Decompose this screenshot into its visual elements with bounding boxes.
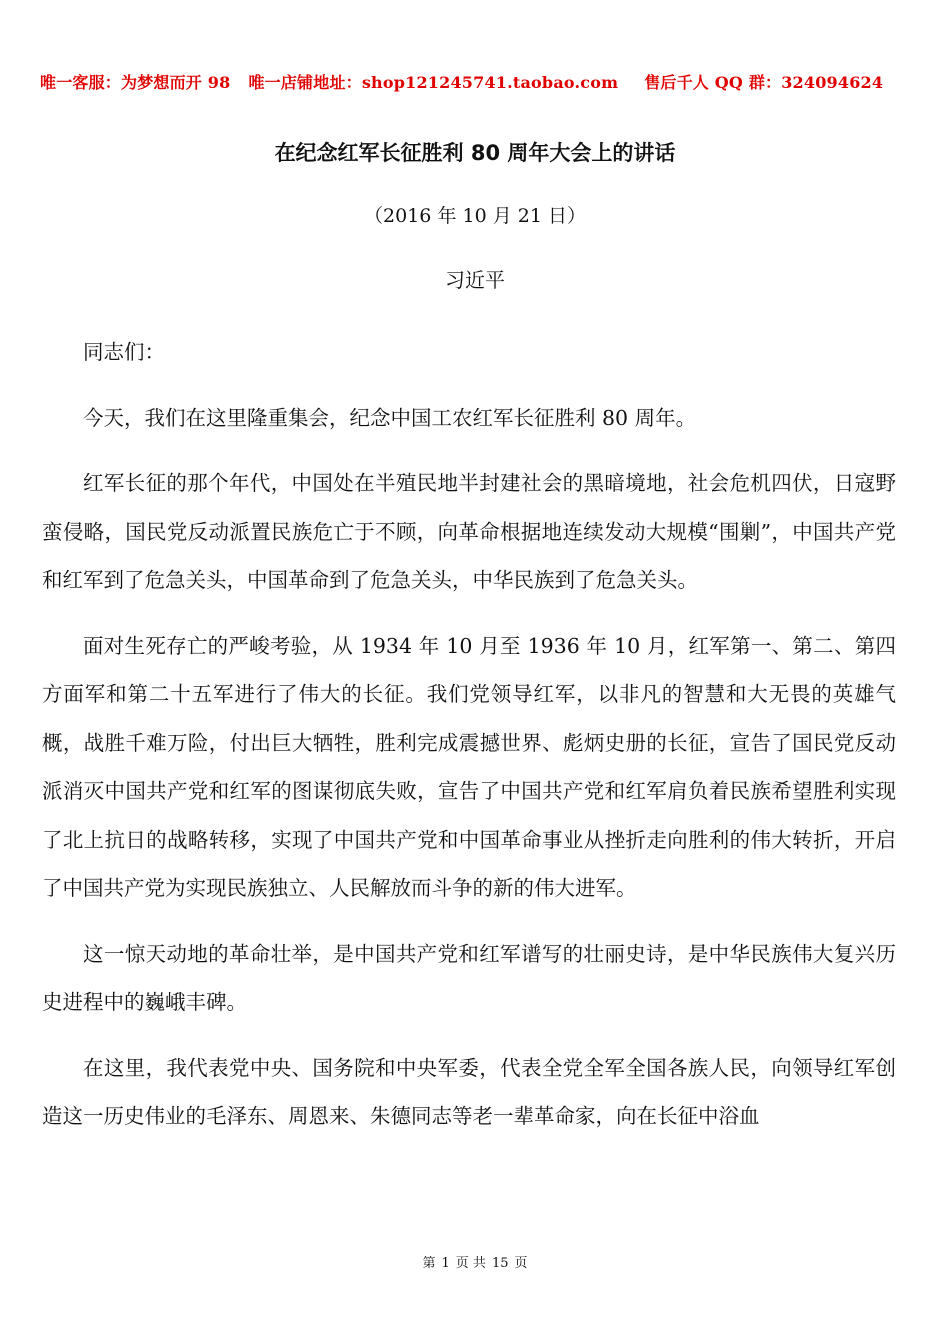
paragraph: 面对生死存亡的严峻考验，从 1934 年 10 月至 1936 年 10 月，红军第一、第二、第四方面军和第二十五军进行了伟大的长征。我们党领导红军，以非凡的智慧和大无畏的英雄气概，战胜千难万险，付出巨大牺牲，胜利完成震撼世界、彪炳史册的长征，宣告了国民党反动派消灭中国共产党和红军的图谋彻底失败，宣告了中国共产党和红军肩负着民族希望胜利实现了北上抗日的战略转移，实现了中国共产党和中国革命事业从挫折走向胜利的伟大转折，开启了中国共产党为实现民族独立、人民解放而斗争的新的伟大进军。 [42,633,896,900]
paragraph: 今天，我们在这里隆重集会，纪念中国工农红军长征胜利 80 周年。 [83,405,697,430]
paragraph: 在这里，我代表党中央、国务院和中央军委，代表全党全军全国各族人民，向领导红军创造这一历史伟业的毛泽东、周恩来、朱德同志等老一辈革命家，向在长征中浴血 [42,1055,896,1128]
document-body [42,328,896,1158]
page-total: 15 [491,1256,509,1271]
shop-address-label: 唯一店铺地址：shop121245741.taobao.com [248,73,619,92]
qq-group-label: 售后千人 QQ 群：324094624 [644,73,884,92]
shop-header [40,70,910,93]
paragraph: 红军长征的那个年代，中国处在半殖民地半封建社会的黑暗境地，社会危机四伏，日寇野蛮侵略，国民党反动派置民族危亡于不顾，向革命根据地连续发动大规模“围剿”，中国共产党和红军到了危急关头，中国革命到了危急关头，中华民族到了危急关头。 [42,471,896,592]
page-prefix: 第 [422,1256,436,1271]
page-suffix: 页 [514,1256,528,1271]
page-mid: 页 共 [455,1256,486,1271]
service-label: 唯一客服：为梦想而开 98 [40,73,231,92]
salutation: 同志们： [83,340,165,364]
paragraph: 这一惊天动地的革命壮举，是中国共产党和红军谱写的壮丽史诗，是中华民族伟大复兴历史进程中的巍峨丰碑。 [42,941,896,1014]
page-footer [0,1252,950,1271]
document-author: 习近平 [445,268,505,292]
page-number: 1 [441,1256,450,1271]
document-title: 在纪念红军长征胜利 80 周年大会上的讲话 [274,141,676,165]
document-date: （2016 年 10 月 21 日） [364,205,586,227]
